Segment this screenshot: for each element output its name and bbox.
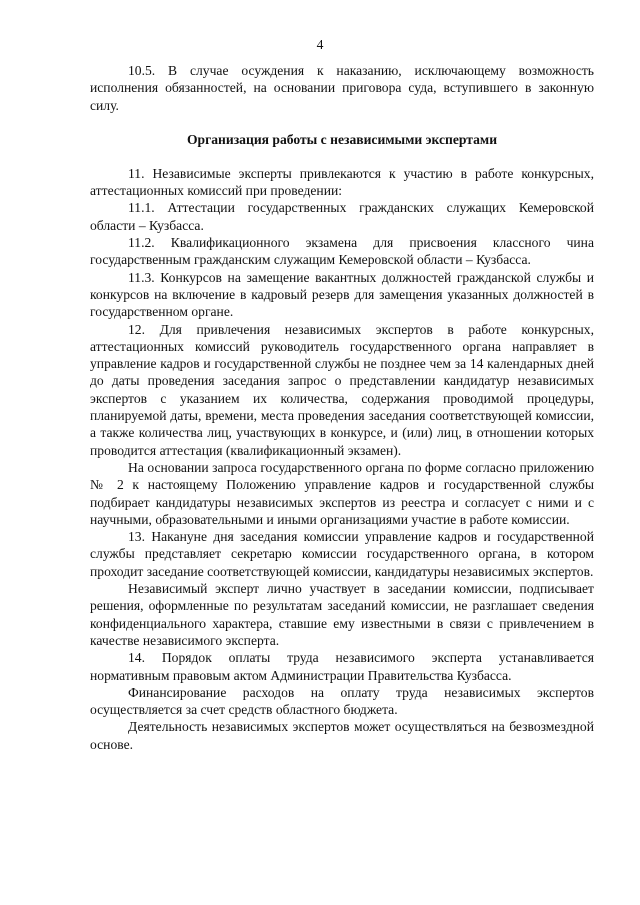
paragraph-14-financing: Финансирование расходов на оплату труда независимых экспертов осуществляется за счет средств областного бюджета. [90, 684, 594, 718]
paragraph-12-request-basis: На основании запроса государственного органа по форме согласно приложению № 2 к настоящему Положению управление кадров и государственной службы подбирает кандидатуры независимых экспертов из реестра и согласует с ними и с научными, образовательными и иными организациями участие в работе комиссии. [90, 459, 594, 527]
paragraph-14: 14. Порядок оплаты труда независимого эксперта устанавливается нормативным правовым актом Администрации Правительства Кузбасса. [90, 650, 594, 683]
paragraph-13-expert-participation: Независимый эксперт лично участвует в заседании комиссии, подписывает решения, оформленные по результатам заседаний комиссии, не разглашает сведения конфиденциального характера, ставшие ему известными в связи с привлечением в качестве независимого эксперта. [90, 581, 594, 648]
paragraph-11-3: 11.3. Конкурсов на замещение вакантных должностей гражданской службы и конкурсов на включение в кадровый резерв для замещения указанных должностей в государственном органе. [90, 269, 594, 320]
section-heading: Организация работы с независимыми экспертами [186, 131, 498, 147]
paragraph-14-free-activity: Деятельность независимых экспертов может осуществляться на безвозмездной основе. [90, 719, 594, 752]
paragraph-10-5: 10.5. В случае осуждения к наказанию, исключающему возможность исполнения обязанностей, на основании приговора суда, вступившего в законную силу. [90, 63, 594, 113]
page-content [90, 62, 594, 753]
page-number: 4 [316, 37, 324, 52]
paragraph-11-2: 11.2. Квалификационного экзамена для присвоения классного чина государственным гражданским служащим Кемеровской области – Кузбасса. [90, 235, 594, 268]
paragraph-11: 11. Независимые эксперты привлекаются к участию в работе конкурсных, аттестационных комиссий при проведении: [90, 165, 594, 199]
paragraph-13: 13. Накануне дня заседания комиссии управление кадров и государственной службы представляет секретарю комиссии государственного органа, в котором проходит заседание соответствующей комиссии, кандидатуры независимых экспертов. [90, 529, 594, 579]
paragraph-11-1: 11.1. Аттестации государственных гражданских служащих Кемеровской области – Кузбасса. [90, 200, 594, 233]
paragraph-12: 12. Для привлечения независимых экспертов в работе конкурсных, аттестационных комиссий руководитель государственного органа направляет в управление кадров и государственной службы не позднее чем за 14 календарных дней до даты проведения заседания запрос о представлении кандидатур независимых экспертов с указанием их количества, содержания проводимой процедуры, планируемой даты, времени, места проведения заседания соответствующей комиссии, а также количества лиц, участвующих в конкурсе, и (или) лиц, в отношении которых проводится аттестация (квалификационный экзамен). [90, 321, 594, 458]
